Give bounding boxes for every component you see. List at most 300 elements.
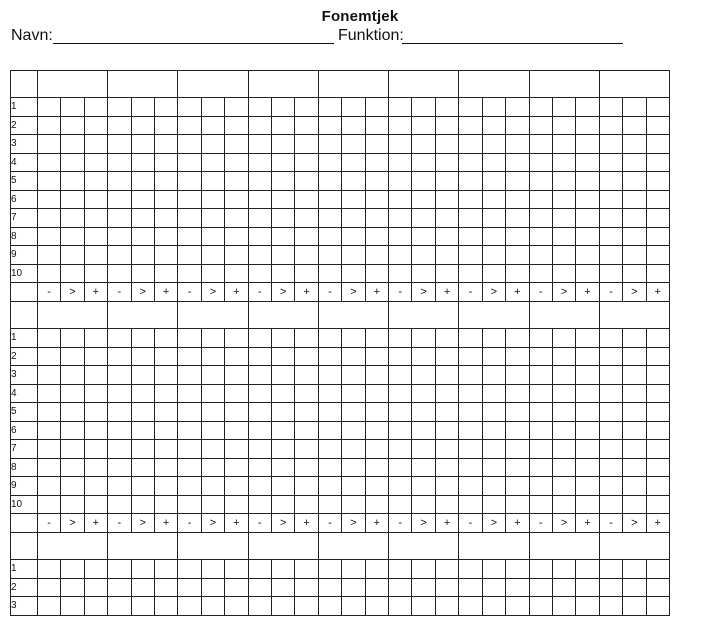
score-cell[interactable]: [576, 421, 599, 440]
score-cell[interactable]: [178, 440, 201, 459]
score-cell[interactable]: [506, 190, 529, 209]
score-cell[interactable]: [248, 384, 271, 403]
score-cell[interactable]: [131, 458, 154, 477]
score-cell[interactable]: [459, 403, 482, 422]
score-cell[interactable]: [459, 477, 482, 496]
score-cell[interactable]: [154, 172, 177, 191]
score-cell[interactable]: [108, 227, 131, 246]
score-cell[interactable]: [154, 597, 177, 616]
score-cell[interactable]: [576, 209, 599, 228]
score-cell[interactable]: [271, 578, 294, 597]
score-cell[interactable]: [529, 190, 552, 209]
score-cell[interactable]: [37, 347, 60, 366]
score-cell[interactable]: [459, 209, 482, 228]
score-cell[interactable]: [529, 421, 552, 440]
score-cell[interactable]: [84, 347, 107, 366]
score-cell[interactable]: [271, 153, 294, 172]
score-cell[interactable]: [108, 421, 131, 440]
score-cell[interactable]: [295, 384, 318, 403]
score-cell[interactable]: [482, 172, 505, 191]
score-cell[interactable]: [552, 597, 575, 616]
score-cell[interactable]: [61, 440, 84, 459]
score-cell[interactable]: [61, 172, 84, 191]
score-cell[interactable]: [295, 172, 318, 191]
score-cell[interactable]: [506, 209, 529, 228]
score-cell[interactable]: [412, 190, 435, 209]
phoneme-header-cell[interactable]: [318, 533, 388, 560]
score-cell[interactable]: [482, 153, 505, 172]
score-cell[interactable]: [599, 440, 622, 459]
score-cell[interactable]: [201, 190, 224, 209]
score-cell[interactable]: [459, 98, 482, 117]
score-cell[interactable]: [225, 209, 248, 228]
score-cell[interactable]: [623, 264, 646, 283]
score-cell[interactable]: [318, 597, 341, 616]
score-cell[interactable]: [131, 578, 154, 597]
score-cell[interactable]: [178, 421, 201, 440]
score-cell[interactable]: [646, 440, 669, 459]
score-cell[interactable]: [108, 347, 131, 366]
score-cell[interactable]: [201, 440, 224, 459]
score-cell[interactable]: [295, 560, 318, 579]
score-cell[interactable]: [482, 421, 505, 440]
score-cell[interactable]: [37, 153, 60, 172]
score-cell[interactable]: [295, 190, 318, 209]
score-cell[interactable]: [623, 384, 646, 403]
score-cell[interactable]: [84, 495, 107, 514]
score-cell[interactable]: [599, 329, 622, 348]
score-cell[interactable]: [84, 190, 107, 209]
score-cell[interactable]: [599, 366, 622, 385]
phoneme-header-cell[interactable]: [108, 71, 178, 98]
score-cell[interactable]: [295, 403, 318, 422]
score-cell[interactable]: [131, 190, 154, 209]
score-cell[interactable]: [131, 172, 154, 191]
name-field[interactable]: [53, 43, 334, 44]
score-cell[interactable]: [154, 347, 177, 366]
score-cell[interactable]: [506, 578, 529, 597]
score-cell[interactable]: [295, 135, 318, 154]
score-cell[interactable]: [365, 227, 388, 246]
score-cell[interactable]: [108, 403, 131, 422]
score-cell[interactable]: [623, 578, 646, 597]
score-cell[interactable]: [154, 209, 177, 228]
score-cell[interactable]: [529, 477, 552, 496]
score-cell[interactable]: [178, 347, 201, 366]
score-cell[interactable]: [61, 116, 84, 135]
score-cell[interactable]: [154, 477, 177, 496]
score-cell[interactable]: [295, 421, 318, 440]
score-cell[interactable]: [482, 246, 505, 265]
score-cell[interactable]: [435, 421, 458, 440]
score-cell[interactable]: [529, 209, 552, 228]
score-cell[interactable]: [225, 560, 248, 579]
score-cell[interactable]: [342, 209, 365, 228]
score-cell[interactable]: [37, 366, 60, 385]
score-cell[interactable]: [482, 560, 505, 579]
score-cell[interactable]: [248, 329, 271, 348]
score-cell[interactable]: [412, 458, 435, 477]
score-cell[interactable]: [225, 578, 248, 597]
score-cell[interactable]: [506, 135, 529, 154]
score-cell[interactable]: [435, 172, 458, 191]
score-cell[interactable]: [529, 153, 552, 172]
score-cell[interactable]: [342, 227, 365, 246]
score-cell[interactable]: [365, 403, 388, 422]
score-cell[interactable]: [84, 116, 107, 135]
function-field[interactable]: [402, 43, 623, 44]
phoneme-header-cell[interactable]: [529, 71, 599, 98]
score-cell[interactable]: [576, 495, 599, 514]
phoneme-header-cell[interactable]: [248, 71, 318, 98]
score-cell[interactable]: [435, 98, 458, 117]
score-cell[interactable]: [131, 153, 154, 172]
score-cell[interactable]: [389, 421, 412, 440]
score-cell[interactable]: [552, 403, 575, 422]
score-cell[interactable]: [389, 403, 412, 422]
score-cell[interactable]: [154, 153, 177, 172]
score-cell[interactable]: [529, 384, 552, 403]
score-cell[interactable]: [154, 135, 177, 154]
score-cell[interactable]: [271, 384, 294, 403]
score-cell[interactable]: [482, 98, 505, 117]
score-cell[interactable]: [646, 190, 669, 209]
score-cell[interactable]: [342, 440, 365, 459]
score-cell[interactable]: [552, 246, 575, 265]
score-cell[interactable]: [623, 560, 646, 579]
score-cell[interactable]: [318, 403, 341, 422]
score-cell[interactable]: [225, 153, 248, 172]
score-cell[interactable]: [318, 578, 341, 597]
phoneme-header-cell[interactable]: [459, 302, 529, 329]
score-cell[interactable]: [178, 495, 201, 514]
score-cell[interactable]: [599, 384, 622, 403]
score-cell[interactable]: [84, 597, 107, 616]
score-cell[interactable]: [482, 597, 505, 616]
score-cell[interactable]: [225, 421, 248, 440]
score-cell[interactable]: [623, 458, 646, 477]
score-cell[interactable]: [435, 458, 458, 477]
score-cell[interactable]: [552, 153, 575, 172]
score-cell[interactable]: [295, 98, 318, 117]
score-cell[interactable]: [295, 329, 318, 348]
score-cell[interactable]: [459, 153, 482, 172]
score-cell[interactable]: [412, 172, 435, 191]
phoneme-header-cell[interactable]: [37, 302, 107, 329]
score-cell[interactable]: [435, 264, 458, 283]
score-cell[interactable]: [459, 246, 482, 265]
score-cell[interactable]: [365, 172, 388, 191]
score-cell[interactable]: [178, 384, 201, 403]
score-cell[interactable]: [389, 560, 412, 579]
score-cell[interactable]: [84, 98, 107, 117]
score-cell[interactable]: [576, 477, 599, 496]
score-cell[interactable]: [271, 495, 294, 514]
score-cell[interactable]: [248, 246, 271, 265]
score-cell[interactable]: [131, 98, 154, 117]
score-cell[interactable]: [271, 458, 294, 477]
score-cell[interactable]: [646, 116, 669, 135]
score-cell[interactable]: [201, 403, 224, 422]
score-cell[interactable]: [435, 597, 458, 616]
score-cell[interactable]: [435, 560, 458, 579]
score-cell[interactable]: [37, 403, 60, 422]
score-cell[interactable]: [646, 403, 669, 422]
score-cell[interactable]: [459, 366, 482, 385]
score-cell[interactable]: [412, 597, 435, 616]
score-cell[interactable]: [342, 578, 365, 597]
score-cell[interactable]: [154, 458, 177, 477]
score-cell[interactable]: [389, 477, 412, 496]
score-cell[interactable]: [248, 495, 271, 514]
score-cell[interactable]: [178, 190, 201, 209]
score-cell[interactable]: [646, 458, 669, 477]
score-cell[interactable]: [412, 403, 435, 422]
score-cell[interactable]: [599, 209, 622, 228]
score-cell[interactable]: [154, 421, 177, 440]
score-cell[interactable]: [623, 98, 646, 117]
score-cell[interactable]: [318, 209, 341, 228]
score-cell[interactable]: [552, 172, 575, 191]
score-cell[interactable]: [248, 458, 271, 477]
score-cell[interactable]: [271, 597, 294, 616]
score-cell[interactable]: [412, 578, 435, 597]
score-cell[interactable]: [435, 227, 458, 246]
score-cell[interactable]: [482, 384, 505, 403]
score-cell[interactable]: [365, 246, 388, 265]
score-cell[interactable]: [576, 227, 599, 246]
score-cell[interactable]: [201, 384, 224, 403]
score-cell[interactable]: [342, 264, 365, 283]
score-cell[interactable]: [108, 209, 131, 228]
phoneme-header-cell[interactable]: [529, 302, 599, 329]
score-cell[interactable]: [482, 347, 505, 366]
phoneme-header-cell[interactable]: [529, 533, 599, 560]
score-cell[interactable]: [552, 560, 575, 579]
score-cell[interactable]: [389, 440, 412, 459]
score-cell[interactable]: [623, 403, 646, 422]
score-cell[interactable]: [178, 477, 201, 496]
score-cell[interactable]: [459, 597, 482, 616]
score-cell[interactable]: [131, 495, 154, 514]
phoneme-header-cell[interactable]: [318, 71, 388, 98]
phoneme-header-cell[interactable]: [389, 302, 459, 329]
score-cell[interactable]: [154, 384, 177, 403]
score-cell[interactable]: [412, 366, 435, 385]
score-cell[interactable]: [365, 329, 388, 348]
score-cell[interactable]: [506, 477, 529, 496]
score-cell[interactable]: [154, 440, 177, 459]
score-cell[interactable]: [365, 458, 388, 477]
score-cell[interactable]: [201, 477, 224, 496]
score-cell[interactable]: [646, 421, 669, 440]
score-cell[interactable]: [412, 495, 435, 514]
score-cell[interactable]: [225, 347, 248, 366]
score-cell[interactable]: [201, 578, 224, 597]
score-cell[interactable]: [552, 477, 575, 496]
score-cell[interactable]: [646, 264, 669, 283]
score-cell[interactable]: [412, 384, 435, 403]
score-cell[interactable]: [482, 227, 505, 246]
score-cell[interactable]: [178, 116, 201, 135]
score-cell[interactable]: [412, 153, 435, 172]
score-cell[interactable]: [295, 246, 318, 265]
score-cell[interactable]: [435, 384, 458, 403]
score-cell[interactable]: [61, 329, 84, 348]
score-cell[interactable]: [248, 172, 271, 191]
score-cell[interactable]: [435, 495, 458, 514]
score-cell[interactable]: [599, 116, 622, 135]
score-cell[interactable]: [61, 98, 84, 117]
score-cell[interactable]: [435, 246, 458, 265]
score-cell[interactable]: [552, 329, 575, 348]
score-cell[interactable]: [295, 458, 318, 477]
score-cell[interactable]: [529, 135, 552, 154]
score-cell[interactable]: [225, 403, 248, 422]
score-cell[interactable]: [271, 347, 294, 366]
score-cell[interactable]: [552, 578, 575, 597]
score-cell[interactable]: [225, 458, 248, 477]
score-cell[interactable]: [459, 135, 482, 154]
score-cell[interactable]: [623, 116, 646, 135]
score-cell[interactable]: [482, 458, 505, 477]
score-cell[interactable]: [623, 440, 646, 459]
score-cell[interactable]: [84, 227, 107, 246]
score-cell[interactable]: [552, 264, 575, 283]
score-cell[interactable]: [131, 209, 154, 228]
score-cell[interactable]: [599, 458, 622, 477]
score-cell[interactable]: [84, 440, 107, 459]
score-cell[interactable]: [342, 384, 365, 403]
score-cell[interactable]: [342, 403, 365, 422]
score-cell[interactable]: [576, 597, 599, 616]
score-cell[interactable]: [623, 421, 646, 440]
score-cell[interactable]: [318, 116, 341, 135]
score-cell[interactable]: [131, 421, 154, 440]
score-cell[interactable]: [61, 560, 84, 579]
score-cell[interactable]: [37, 560, 60, 579]
score-cell[interactable]: [482, 329, 505, 348]
score-cell[interactable]: [318, 172, 341, 191]
score-cell[interactable]: [365, 190, 388, 209]
score-cell[interactable]: [201, 98, 224, 117]
score-cell[interactable]: [342, 98, 365, 117]
score-cell[interactable]: [599, 347, 622, 366]
score-cell[interactable]: [506, 98, 529, 117]
score-cell[interactable]: [225, 227, 248, 246]
score-cell[interactable]: [342, 597, 365, 616]
score-cell[interactable]: [108, 98, 131, 117]
score-cell[interactable]: [154, 403, 177, 422]
score-cell[interactable]: [108, 578, 131, 597]
score-cell[interactable]: [389, 153, 412, 172]
score-cell[interactable]: [412, 98, 435, 117]
score-cell[interactable]: [178, 597, 201, 616]
score-cell[interactable]: [61, 421, 84, 440]
score-cell[interactable]: [365, 135, 388, 154]
score-cell[interactable]: [131, 477, 154, 496]
score-cell[interactable]: [61, 246, 84, 265]
score-cell[interactable]: [365, 366, 388, 385]
phoneme-header-cell[interactable]: [389, 533, 459, 560]
score-cell[interactable]: [412, 116, 435, 135]
score-cell[interactable]: [365, 421, 388, 440]
score-cell[interactable]: [646, 329, 669, 348]
score-cell[interactable]: [178, 209, 201, 228]
score-cell[interactable]: [225, 135, 248, 154]
score-cell[interactable]: [248, 209, 271, 228]
score-cell[interactable]: [552, 190, 575, 209]
score-cell[interactable]: [459, 421, 482, 440]
score-cell[interactable]: [482, 578, 505, 597]
score-cell[interactable]: [342, 560, 365, 579]
score-cell[interactable]: [599, 403, 622, 422]
score-cell[interactable]: [506, 560, 529, 579]
score-cell[interactable]: [108, 264, 131, 283]
score-cell[interactable]: [201, 329, 224, 348]
score-cell[interactable]: [623, 190, 646, 209]
score-cell[interactable]: [576, 578, 599, 597]
phoneme-header-cell[interactable]: [248, 533, 318, 560]
score-cell[interactable]: [37, 440, 60, 459]
score-cell[interactable]: [295, 116, 318, 135]
score-cell[interactable]: [435, 116, 458, 135]
score-cell[interactable]: [131, 264, 154, 283]
score-cell[interactable]: [506, 329, 529, 348]
score-cell[interactable]: [576, 264, 599, 283]
score-cell[interactable]: [154, 578, 177, 597]
score-cell[interactable]: [576, 384, 599, 403]
score-cell[interactable]: [552, 384, 575, 403]
score-cell[interactable]: [576, 135, 599, 154]
score-cell[interactable]: [318, 227, 341, 246]
phoneme-header-cell[interactable]: [599, 533, 669, 560]
score-cell[interactable]: [365, 153, 388, 172]
score-cell[interactable]: [225, 329, 248, 348]
score-cell[interactable]: [295, 227, 318, 246]
score-cell[interactable]: [154, 264, 177, 283]
score-cell[interactable]: [271, 477, 294, 496]
score-cell[interactable]: [131, 135, 154, 154]
score-cell[interactable]: [506, 458, 529, 477]
score-cell[interactable]: [248, 98, 271, 117]
score-cell[interactable]: [295, 366, 318, 385]
score-cell[interactable]: [178, 264, 201, 283]
score-cell[interactable]: [84, 366, 107, 385]
score-cell[interactable]: [459, 264, 482, 283]
score-cell[interactable]: [37, 116, 60, 135]
score-cell[interactable]: [248, 578, 271, 597]
score-cell[interactable]: [131, 116, 154, 135]
score-cell[interactable]: [529, 116, 552, 135]
score-cell[interactable]: [271, 329, 294, 348]
score-cell[interactable]: [131, 560, 154, 579]
score-cell[interactable]: [646, 227, 669, 246]
score-cell[interactable]: [61, 135, 84, 154]
score-cell[interactable]: [295, 440, 318, 459]
score-cell[interactable]: [623, 366, 646, 385]
score-cell[interactable]: [576, 440, 599, 459]
phoneme-header-cell[interactable]: [459, 533, 529, 560]
score-cell[interactable]: [576, 153, 599, 172]
score-cell[interactable]: [412, 440, 435, 459]
score-cell[interactable]: [61, 264, 84, 283]
score-cell[interactable]: [365, 597, 388, 616]
score-cell[interactable]: [342, 495, 365, 514]
score-cell[interactable]: [459, 227, 482, 246]
score-cell[interactable]: [248, 190, 271, 209]
score-cell[interactable]: [506, 172, 529, 191]
